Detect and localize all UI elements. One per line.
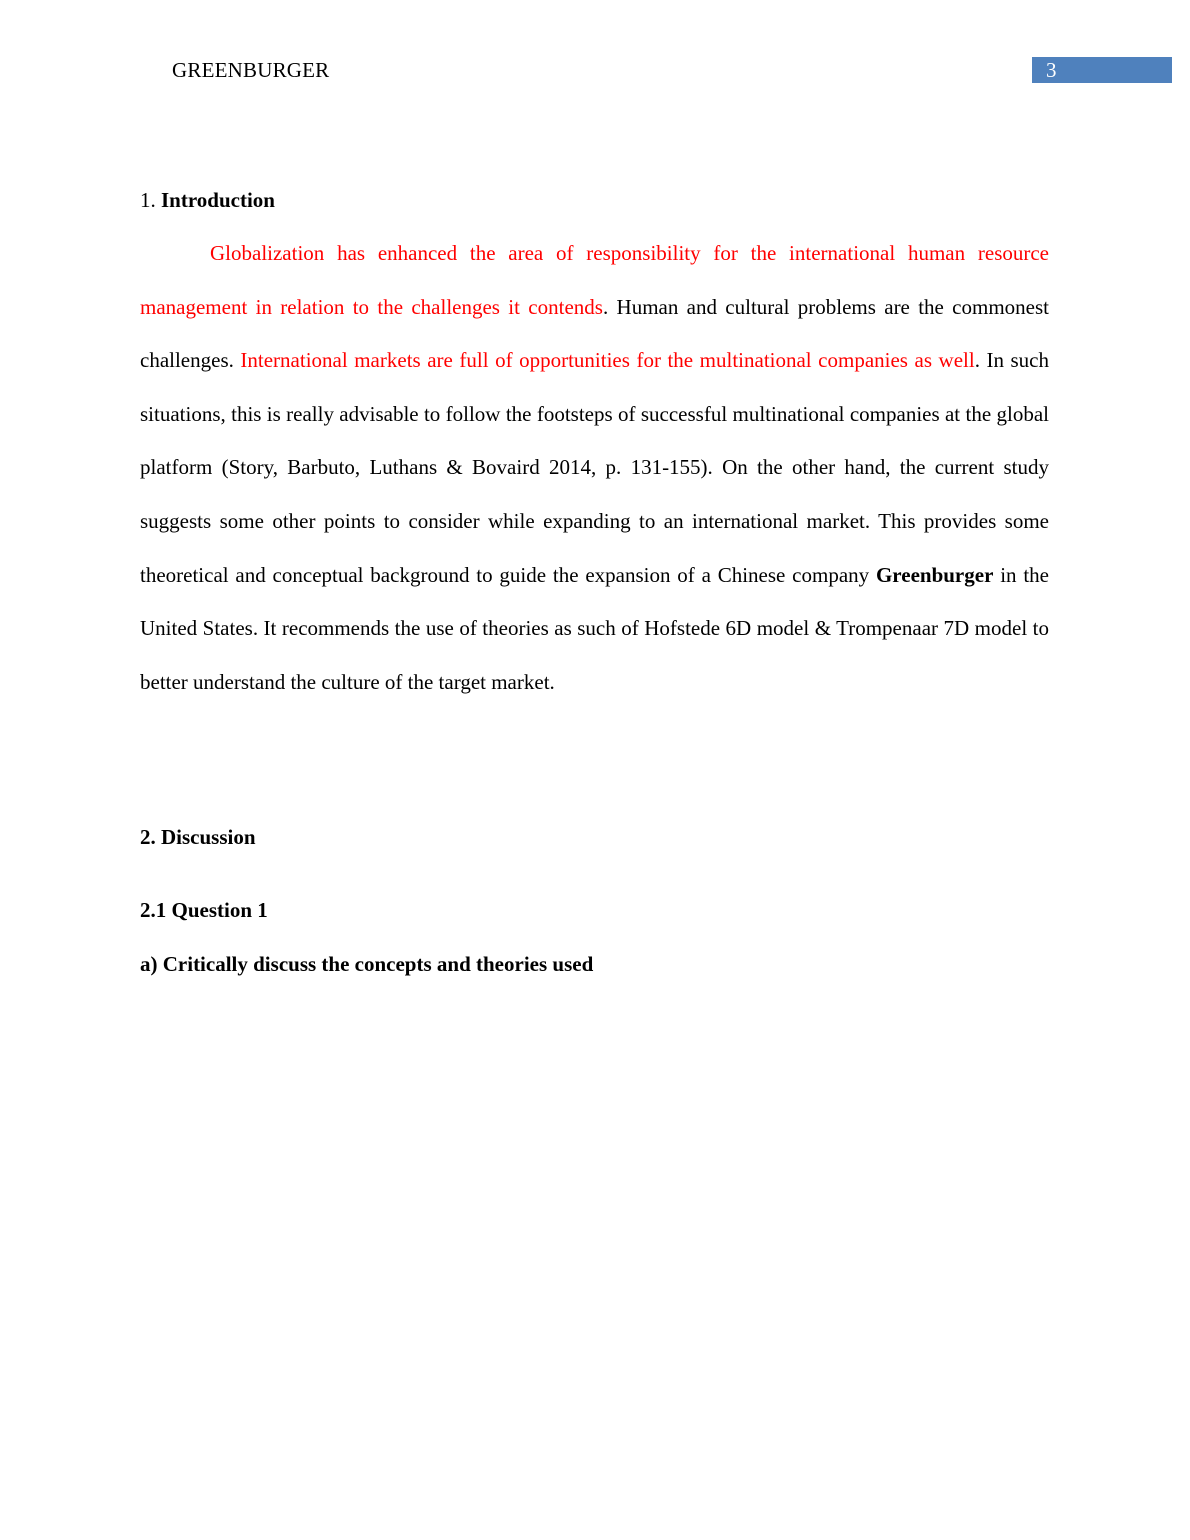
- section-number: 1.: [140, 188, 156, 212]
- section-heading-discussion: 2. Discussion: [140, 825, 256, 849]
- highlighted-sentence: Globalization has enhanced the area of responsibility for the international human resource management in relation to the challenges it contends: [140, 241, 1049, 319]
- paragraph-text: . Human and cultural problems are the commonest challenges.: [140, 294, 1049, 373]
- company-name: Greenburger: [875, 562, 994, 587]
- question-heading-a: a) Critically discuss the concepts and theories used: [140, 952, 594, 976]
- intro-paragraph: [140, 227, 1049, 709]
- section-heading-introduction: [140, 186, 275, 214]
- highlighted-sentence: International markets are full of opportunities for the multinational companies as well: [240, 348, 975, 373]
- subsection-heading-question-1: 2.1 Question 1: [140, 898, 268, 922]
- section-title: Introduction: [161, 188, 275, 212]
- page-number: 3: [1032, 57, 1172, 83]
- paragraph-text: in the United States. It recommends the use of theories as such of Hofstede 6D model & Trompenaar 7D model to better understand the culture of the target market.: [140, 562, 1049, 694]
- paragraph-text: . In such situations, this is really advisable to follow the footsteps of successful multinational companies at the global platform (Story, Barbuto, Luthans & Bovaird 2014, p. 131-155). On the other hand, the current study suggests some other points to consider while expanding to an international market. This provides some theoretical and conceptual background to guide the expansion of a Chinese company: [140, 348, 1049, 587]
- header-title: GREENBURGER: [172, 58, 330, 82]
